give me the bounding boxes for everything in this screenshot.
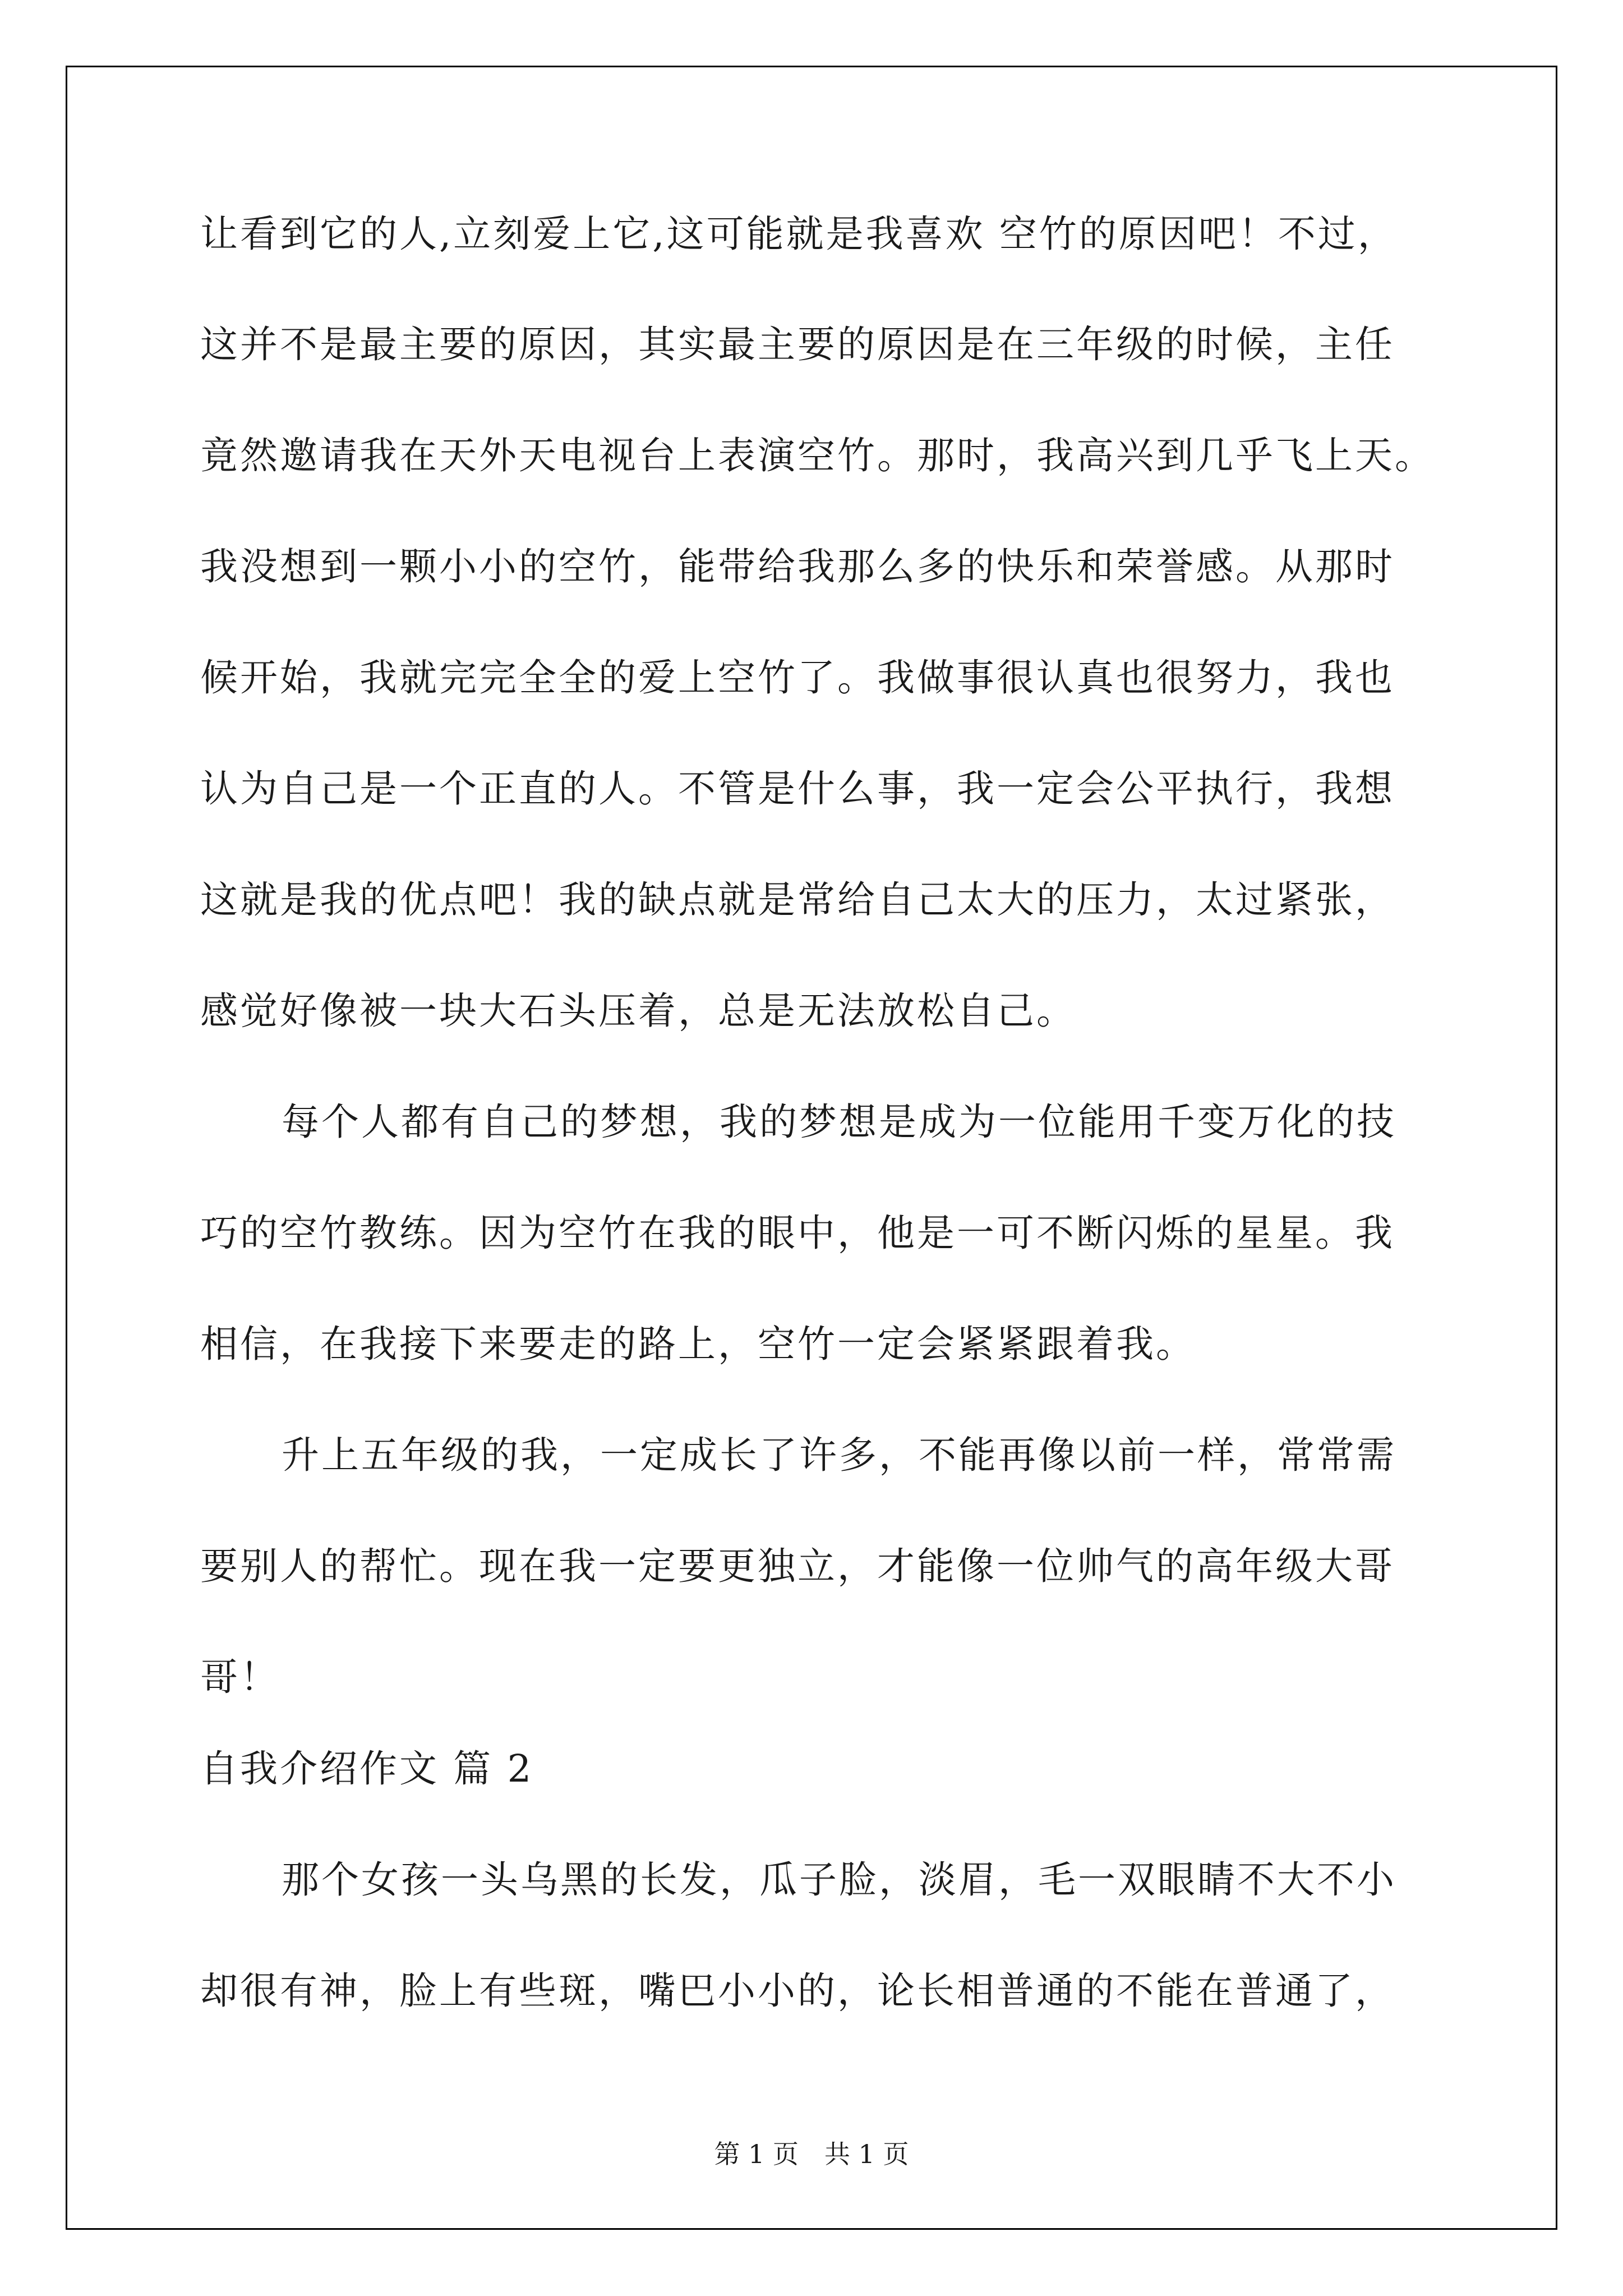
paragraph-line: 认为自己是一个正直的人。不管是什么事，我一定会公平执行，我想 (200, 767, 1395, 811)
page-border (66, 66, 1557, 2230)
paragraph-line: 哥！ (200, 1655, 280, 1699)
paragraph-line: 感觉好像被一块大石头压着，总是无法放松自己。 (200, 989, 1076, 1033)
paragraph-line: 竟然邀请我在天外天电视台上表演空竹。那时，我高兴到几乎飞上天。 (200, 434, 1435, 477)
paragraph-line: 相信，在我接下来要走的路上，空竹一定会紧紧跟着我。 (200, 1322, 1196, 1366)
paragraph-line: 却很有神，脸上有些斑，嘴巴小小的，论长相普通的不能在普通了， (200, 1969, 1395, 2013)
section-heading: 自我介绍作文 篇 2 (200, 1747, 534, 1791)
paragraph-line: 那个女孩一头乌黑的长发，瓜子脸，淡眉，毛一双眼睛不大不小 (282, 1858, 1396, 1902)
page-number-footer: 第 1 页 共 1 页 (714, 2139, 909, 2169)
paragraph-line: 每个人都有自己的梦想，我的梦想是成为一位能用千变万化的技 (282, 1100, 1396, 1144)
paragraph-line: 升上五年级的我，一定成长了许多，不能再像以前一样，常常需 (282, 1433, 1396, 1477)
paragraph-line: 这并不是最主要的原因，其实最主要的原因是在三年级的时候，主任 (200, 323, 1395, 366)
paragraph-line: 这就是我的优点吧！我的缺点就是常给自己太大的压力，太过紧张， (200, 878, 1395, 922)
paragraph-line: 让看到它的人,立刻爱上它,这可能就是我喜欢 空竹的原因吧！不过， (200, 212, 1398, 256)
paragraph-line: 候开始，我就完完全全的爱上空竹了。我做事很认真也很努力，我也 (200, 656, 1395, 700)
paragraph-line: 要别人的帮忙。现在我一定要更独立，才能像一位帅气的高年级大哥 (200, 1544, 1395, 1588)
paragraph-line: 巧的空竹教练。因为空竹在我的眼中，他是一可不断闪烁的星星。我 (200, 1211, 1395, 1255)
paragraph-line: 我没想到一颗小小的空竹，能带给我那么多的快乐和荣誉感。从那时 (200, 545, 1395, 588)
